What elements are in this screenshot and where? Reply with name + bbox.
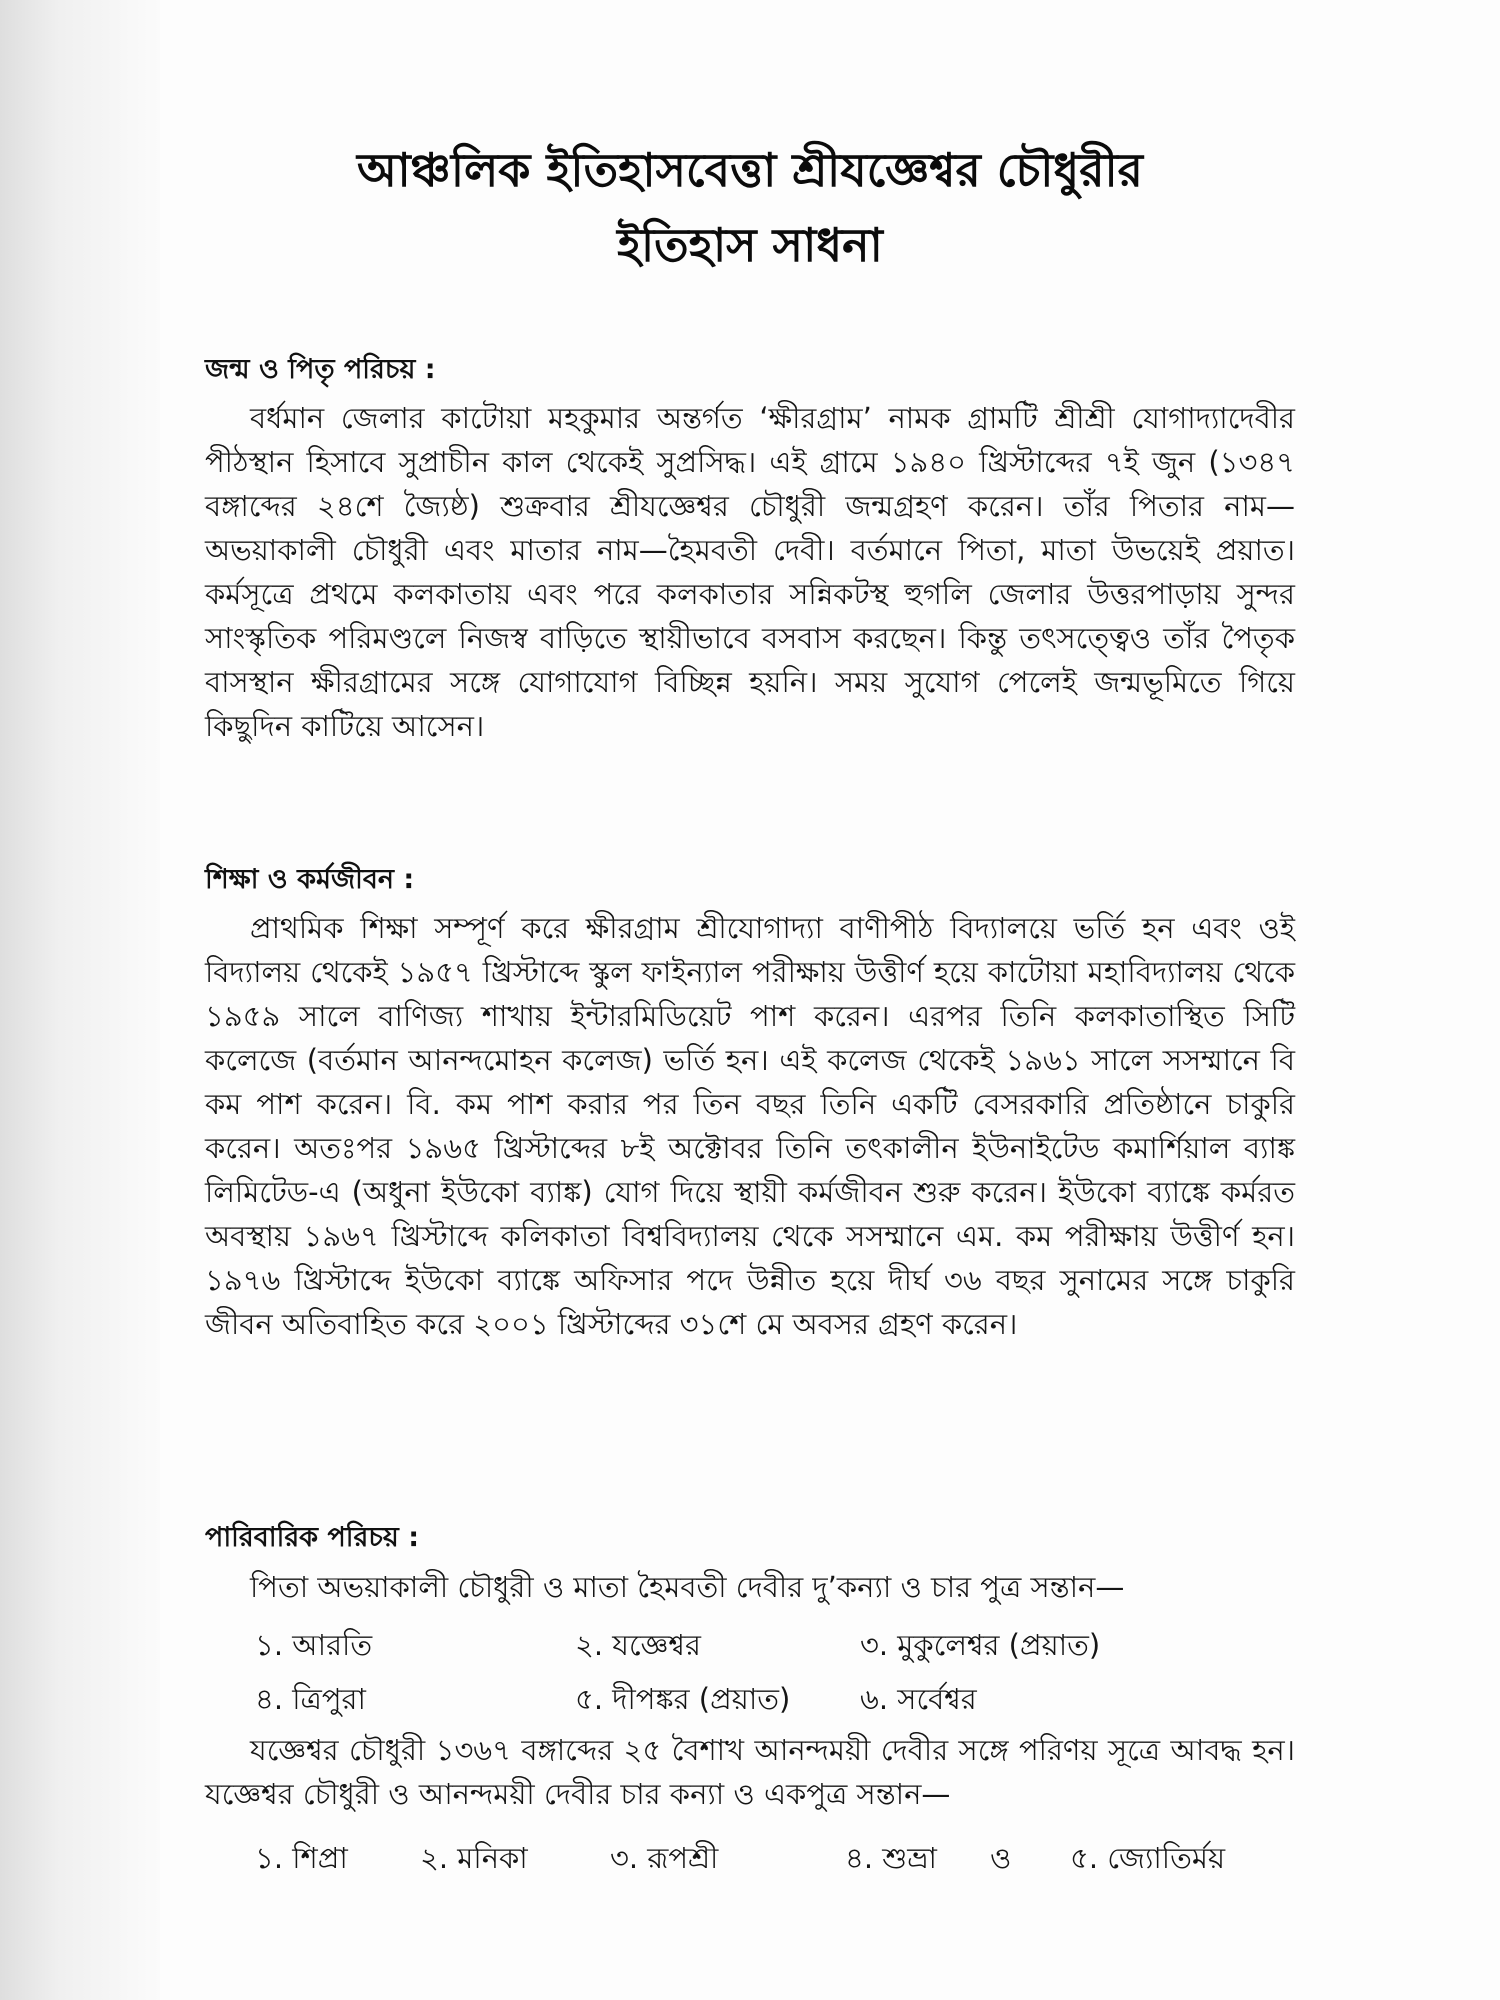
paragraph-education-text: প্রাথমিক শিক্ষা সম্পূর্ণ করে ক্ষীরগ্রাম শ্রীযোগাদ্যা বাণীপীঠ বিদ্যালয়ে ভর্তি হন এবং ওই বিদ্যালয় থেকেই ১৯৫৭ খ্রিস্টাব্দে স্কুল ফাইন্যাল পরীক্ষায় উত্তীর্ণ হয়ে কাটোয়া মহাবিদ্যালয় থেকে ১৯৫৯ সালে বাণিজ্য শাখায় ইন্টারমিডিয়েট পাশ করেন। এরপর তিনি কলকাতাস্থিত সিটি কলেজে (বর্তমান আনন্দমোহন কলেজ) ভর্তি হন। এই কলেজ থেকেই ১৯৬১ সালে সসম্মানে বি কম পাশ করেন। বি. কম পাশ করার পর তিন বছর তিনি একটি বেসরকারি প্রতিষ্ঠানে চাকুরি করেন। অতঃপর ১৯৬৫ খ্রিস্টাব্দের ৮ই অক্টোবর তিনি তৎকালীন ইউনাইটেড কমার্শিয়াল ব্যাঙ্ক লিমিটেড-এ (অধুনা ইউকো ব্যাঙ্ক) যোগ দিয়ে স্থায়ী কর্মজীবন শুরু করেন। ইউকো ব্যাঙ্কে কর্মরত অবস্থায় ১৯৬৭ খ্রিস্টাব্দে কলিকাতা বিশ্ববিদ্যালয় থেকে সসম্মানে এম. কম পরীক্ষায় উত্তীর্ণ হন। ১৯৭৬ খ্রিস্টাব্দে ইউকো ব্যাঙ্কে অফিসার পদে উন্নীত হয়ে দীর্ঘ ৩৬ বছর সুনামের সঙ্গে চাকুরি জীবন অতিবাহিত করে ২০০১ খ্রিস্টাব্দের ৩১শে মে অবসর গ্রহণ করেন। [205,911,1295,1341]
paragraph-birth [205,396,1295,748]
child-item: ২. মনিকা [420,1841,528,1875]
marriage-text: যজ্ঞেশ্বর চৌধুরী ১৩৬৭ বঙ্গাব্দের ২৫ বৈশাখ আনন্দময়ী দেবীর সঙ্গে পরিণয় সূত্রে আবদ্ধ হন। যজ্ঞেশ্বর চৌধুরী ও আনন্দময়ী দেবীর চার কন্যা ও একপুত্র সন্তান— [205,1733,1295,1811]
sibling-item: ৪. ত্রিপুরা [255,1682,366,1716]
sibling-item: ৫. দীপঙ্কর (প্রয়াত) [575,1682,791,1716]
paragraph-birth-text: বর্ধমান জেলার কাটোয়া মহকুমার অন্তর্গত ‘ক্ষীরগ্রাম’ নামক গ্রামটি শ্রীশ্রী যোগাদ্যাদেবীর পীঠস্থান হিসাবে সুপ্রাচীন কাল থেকেই সুপ্রসিদ্ধ। এই গ্রামে ১৯৪০ খ্রিস্টাব্দের ৭ই জুন (১৩৪৭ বঙ্গাব্দের ২৪শে জ্যৈষ্ঠ) শুক্রবার শ্রীযজ্ঞেশ্বর চৌধুরী জন্মগ্রহণ করেন। তাঁর পিতার নাম—অভয়াকালী চৌধুরী এবং মাতার নাম—হৈমবতী দেবী। বর্তমানে পিতা, মাতা উভয়েই প্রয়াত। কর্মসূত্রে প্রথমে কলকাতায় এবং পরে কলকাতার সন্নিকটস্থ হুগলি জেলার উত্তরপাড়ায় সুন্দর সাংস্কৃতিক পরিমণ্ডলে নিজস্ব বাড়িতে স্থায়ীভাবে বসবাস করছেন। কিন্তু তৎসত্ত্বেও তাঁর পৈতৃক বাসস্থান ক্ষীরগ্রামের সঙ্গে যোগাযোগ বিচ্ছিন্ন হয়নি। সময় সুযোগ পেলেই জন্মভূমিতে গিয়ে কিছুদিন কাটিয়ে আসেন। [205,401,1295,743]
section-heading-family: পারিবারিক পরিচয় : [205,1522,420,1553]
page-title-line-2: ইতিহাস সাধনা [617,218,883,272]
sibling-item: ৩. মুকুলেশ্বর (প্রয়াত) [860,1628,1101,1662]
sibling-item: ১. আরতি [255,1628,373,1662]
page-title-line-1: আঞ্চলিক ইতিহাসবেত্তা শ্রীযজ্ঞেশ্বর চৌধুরীর [357,143,1143,197]
sibling-item: ৬. সর্বেশ্বর [860,1682,977,1716]
section-heading-birth: জন্ম ও পিতৃ পরিচয় : [205,354,436,385]
paragraph-marriage [205,1728,1295,1816]
paragraph-family-intro [205,1565,1295,1609]
child-item: ৪. শুভ্রা [845,1841,937,1875]
section-heading-education: শিক্ষা ও কর্মজীবন : [205,864,415,895]
child-item: ১. শিপ্রা [255,1841,348,1875]
family-intro-text: পিতা অভয়াকালী চৌধুরী ও মাতা হৈমবতী দেবীর দু’কন্যা ও চার পুত্র সন্তান— [250,1570,1125,1604]
child-item: ৫. জ্যোতির্ময় [1070,1841,1226,1875]
sibling-item: ২. যজ্ঞেশ্বর [575,1628,701,1662]
child-item: ৩. রূপশ্রী [610,1841,719,1875]
child-conjunction: ও [990,1841,1012,1875]
paragraph-education [205,906,1295,1346]
